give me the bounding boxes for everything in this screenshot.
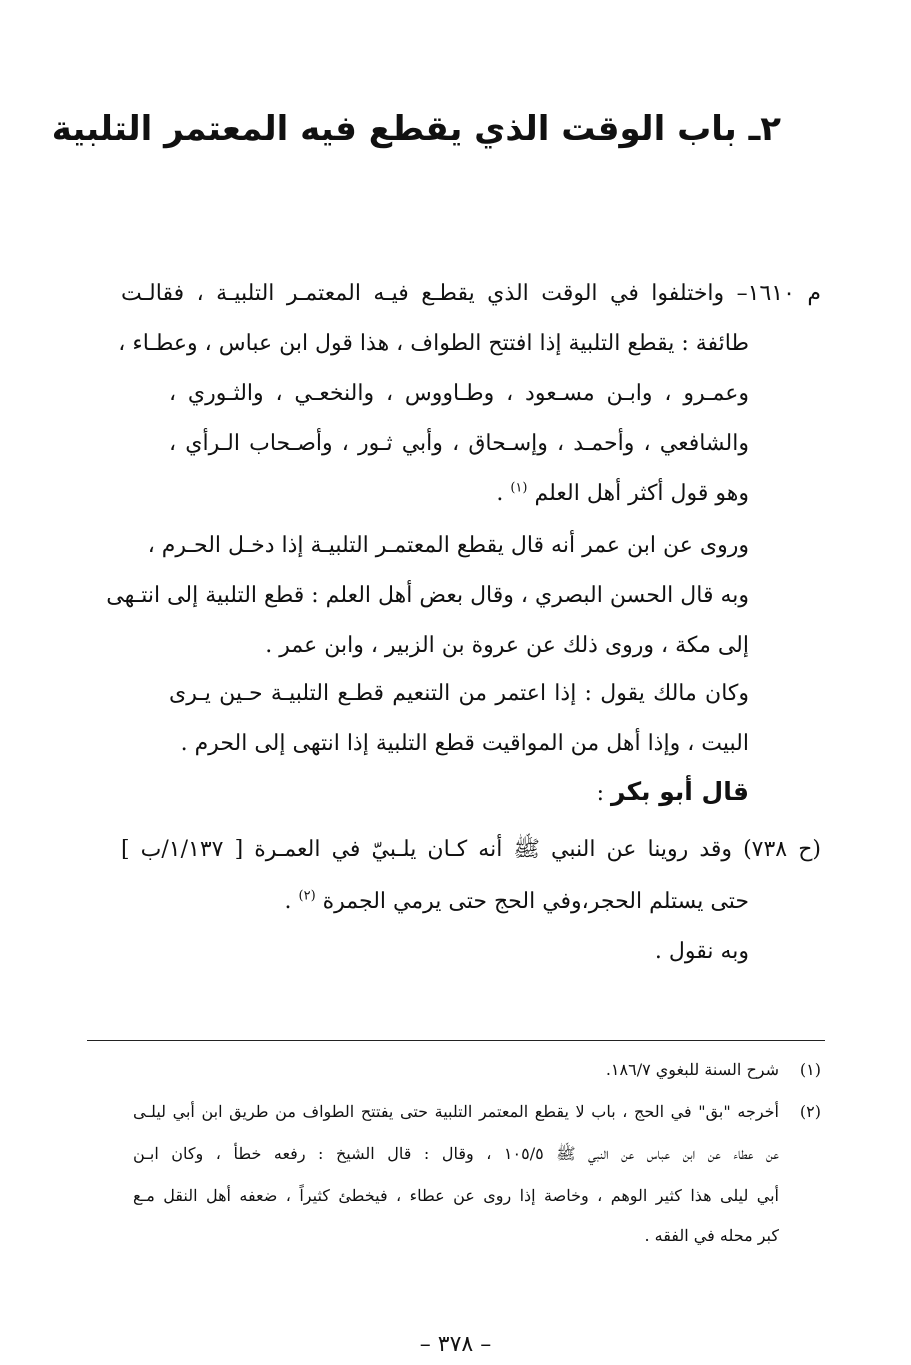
hadith-line: وبه نقول .: [654, 939, 749, 964]
chapter-title: ٢ـ باب الوقت الذي يقطع فيه المعتمر التلبية: [51, 109, 781, 149]
heading-text: قال أبو بكر: [611, 777, 749, 806]
paragraph-line: البيت ، وإذا أهل من المواقيت قطع التلبية إذا انتهى إلى الحرم .: [180, 731, 749, 756]
section-heading: [597, 774, 749, 812]
paragraph-line: وروى عن ابن عمر أنه قال يقطع المعتمـر التلبيـة إذا دخـل الحـرم ،: [147, 533, 749, 558]
footnote-marker: (٢): [298, 888, 316, 904]
paragraph-line: [169, 476, 749, 512]
footnote-number: (١): [799, 1060, 821, 1079]
footnote-line: كبر محله في الفقه .: [644, 1226, 779, 1245]
footnote-separator: [87, 1040, 825, 1041]
hadith-line: [169, 884, 749, 920]
footnote-line: أبي ليلى هذا كثير الوهم ، وخاصة إذا روى عن عطاء ، فيخطئ كثيراً ، ضعفه أهل النقل مـع: [133, 1186, 780, 1205]
paragraph-text: وهو قول أكثر أهل العلم: [534, 481, 749, 506]
paragraph-text-end: .: [496, 481, 504, 506]
footnote-line: أخرجه "بق" في الحج ، باب لا يقطع المعتمر التلبية حتى يفتتح الطواف من طريق ابن أبي ليلـى: [133, 1102, 779, 1121]
heading-colon: :: [596, 781, 612, 806]
hadith-text: حتى يستلم الحجر،وفي الحج حتى يرمي الجمرة: [322, 889, 749, 914]
paragraph-line: وكان مالك يقول : إذا اعتمر من التنعيم قطـع التلبيـة حـين يـرى: [169, 681, 749, 706]
paragraph-line: إلى مكة ، وروى ذلك عن عروة بن الزبير ، وابن عمر .: [265, 633, 749, 658]
paragraph-line: م ١٦١٠– واختلفوا في الوقت الذي يقطـع فيـه المعتمـر التلبيـة ، فقالـت: [121, 281, 821, 306]
hadith-text-end: .: [284, 889, 292, 914]
page-number: – ٣٧٨ –: [419, 1332, 492, 1357]
footnote-number: (٢): [799, 1102, 821, 1121]
paragraph-line: وعمـرو ، وابـن مسـعود ، وطـاووس ، والنخعـي ، والثـوري ،: [169, 381, 749, 406]
footnote-marker: (١): [510, 480, 528, 496]
footnote-line: عن عطاء عن ابن عباس عن النبي ﷺ ١٠٥/٥ ، وقال : قال الشيخ : رفعه خطأ ، وكان ابـن: [133, 1144, 780, 1163]
footnote-line: شرح السنة للبغوي ١٨٦/٧.: [605, 1060, 779, 1079]
paragraph-line: وبه قال الحسن البصري ، وقال بعض أهل العلم : قطع التلبية إلى انتـهى: [106, 583, 749, 608]
paragraph-line: والشافعي ، وأحمـد ، وإسـحاق ، وأبي ثـور ، وأصـحاب الـرأي ،: [169, 431, 749, 456]
hadith-line: (ح ٧٣٨) وقد روينا عن النبي ﷺ أنه كـان يلـبيّ في العمـرة [ ١/١٣٧/ب ]: [121, 837, 821, 862]
paragraph-line: طائفة : يقطع التلبية إذا افتتح الطواف ، هذا قول ابن عباس ، وعطـاء ،: [118, 331, 749, 356]
